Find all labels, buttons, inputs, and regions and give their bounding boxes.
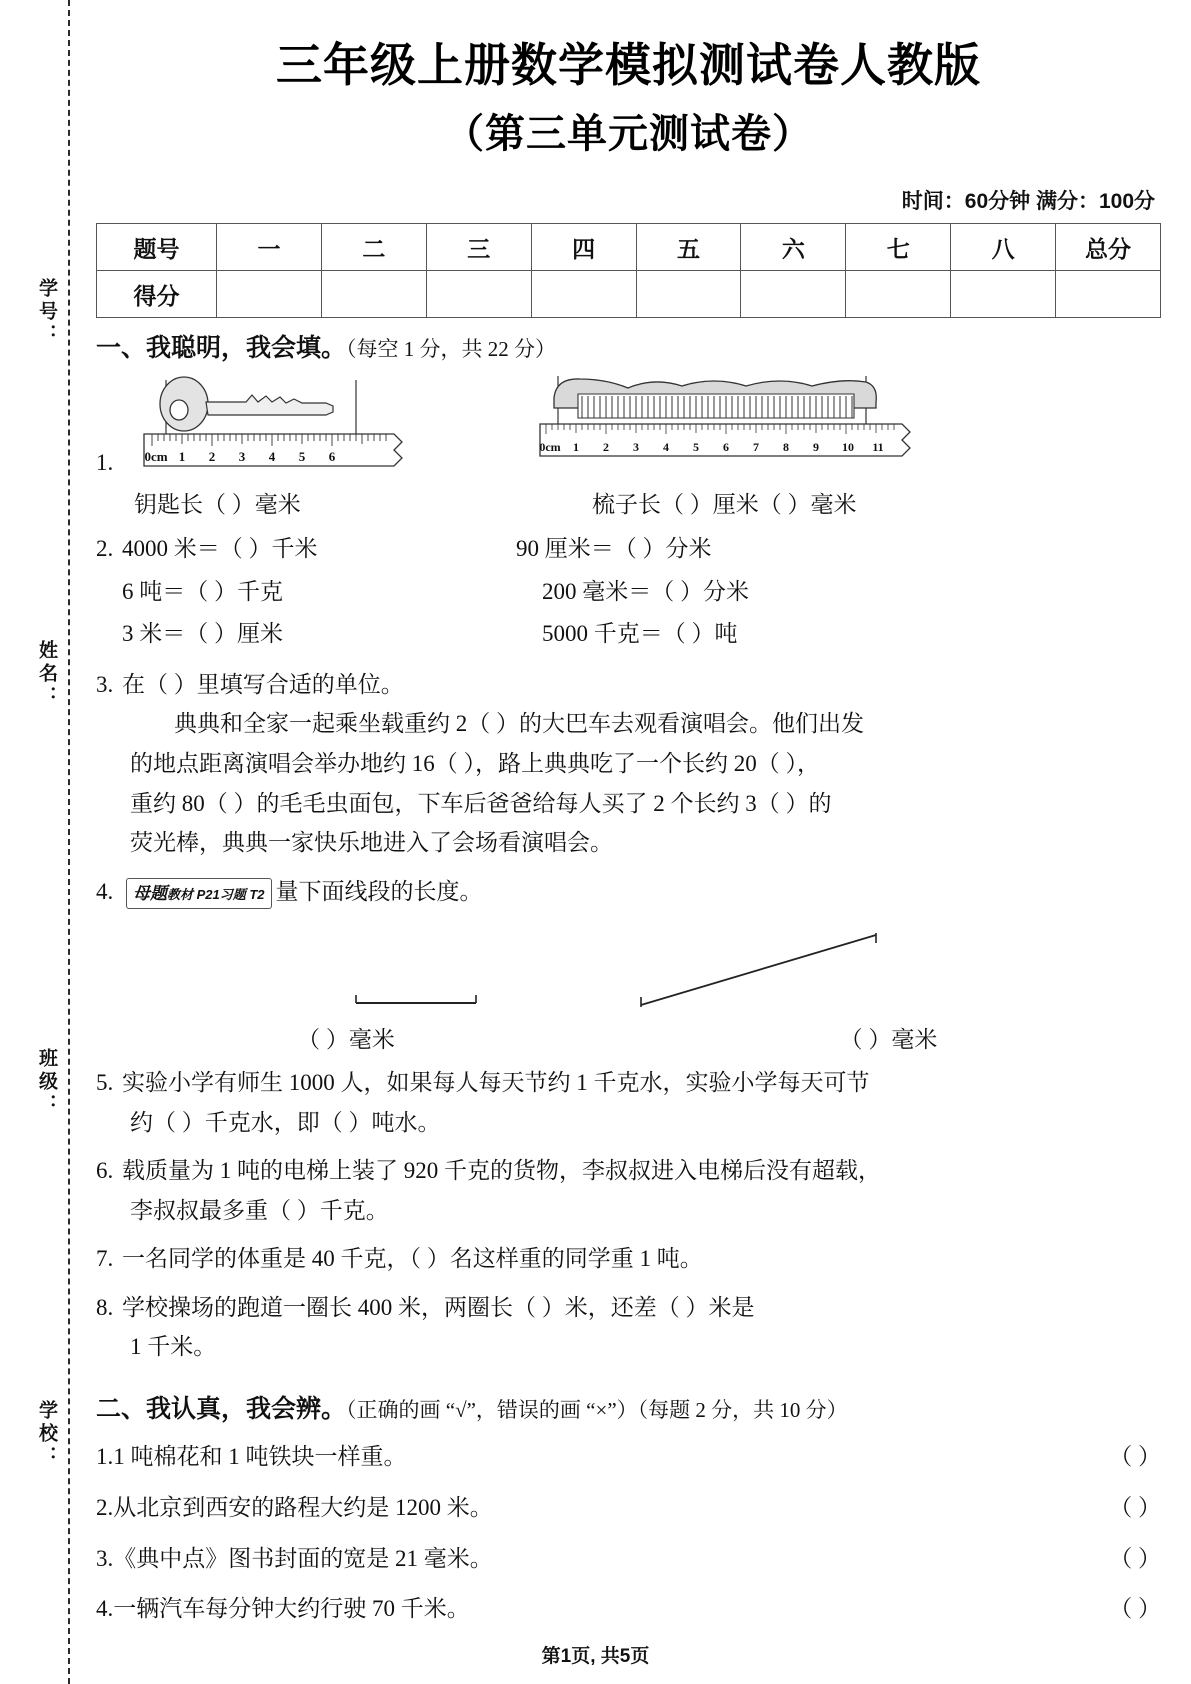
score-col-3: 三 xyxy=(426,224,531,271)
svg-text:2: 2 xyxy=(603,440,609,455)
score-row-label-2: 得分 xyxy=(97,271,217,318)
question-3-line-3: 重约 80（ ）的毛毛虫面包，下车后爸爸给每人买了 2 个长约 3（ ）的 xyxy=(130,790,832,816)
question-3-line-1: 典典和全家一起乘坐载重约 2（ ）的大巴车去观看演唱会。他们出发 xyxy=(174,711,864,737)
question-1-caption-right: 梳子长（ ）厘米（ ）毫米 xyxy=(592,492,857,518)
sidebar-label-student-id: 学号： xyxy=(36,278,57,347)
score-col-5: 五 xyxy=(636,224,741,271)
svg-text:6: 6 xyxy=(723,440,729,455)
truefalse-2-text: 从北京到西安的路程大约是 1200 米。 xyxy=(113,1494,493,1520)
question-1-number: 1. xyxy=(96,450,114,476)
sidebar-label-school: 学校： xyxy=(36,1400,57,1469)
question-4-caption-right: （ ）毫米 xyxy=(839,1027,938,1053)
question-2-row1-left: 4000 米＝（ ）千米 xyxy=(122,536,318,562)
exam-meta: 时间：60分钟 满分：100分 xyxy=(901,190,1155,214)
question-5-line-2: 约（ ）千克水，即（ ）吨水。 xyxy=(130,1109,441,1135)
truefalse-1-answer-box[interactable]: （ ） xyxy=(1109,1444,1161,1470)
question-4 xyxy=(96,872,1161,912)
table-row-header xyxy=(97,224,1161,271)
score-col-4: 四 xyxy=(531,224,636,271)
score-cell-3[interactable] xyxy=(426,271,531,318)
question-3-line-4: 荧光棒，典典一家快乐地进入了会场看演唱会。 xyxy=(130,830,613,856)
question-3 xyxy=(96,665,1161,863)
question-6-line-1: 载质量为 1 吨的电梯上装了 920 千克的货物，李叔叔进入电梯后没有超载， xyxy=(122,1158,881,1184)
svg-text:4: 4 xyxy=(663,440,669,455)
svg-text:3: 3 xyxy=(238,449,246,465)
question-5 xyxy=(96,1063,1161,1142)
question-1-figures xyxy=(96,372,1161,482)
truefalse-3-answer-box[interactable]: （ ） xyxy=(1109,1545,1161,1571)
truefalse-1-number: 1. xyxy=(96,1444,114,1470)
question-6-line-2: 李叔叔最多重（ ）千克。 xyxy=(130,1197,389,1223)
score-cell-6[interactable] xyxy=(741,271,846,318)
score-col-8: 八 xyxy=(951,224,1056,271)
question-5-number: 5. xyxy=(96,1070,114,1096)
line-segments-figure-icon xyxy=(96,915,1056,1025)
question-6-number: 6. xyxy=(96,1158,114,1184)
svg-text:7: 7 xyxy=(753,440,759,455)
question-7-line-1: 一名同学的体重是 40 千克，（ ）名这样重的同学重 1 吨。 xyxy=(122,1246,703,1272)
page-footer: 第1页, 共5页 xyxy=(541,1646,650,1667)
score-cell-5[interactable] xyxy=(636,271,741,318)
score-cell-2[interactable] xyxy=(321,271,426,318)
question-2-row1-right: 90 厘米＝（ ）分米 xyxy=(516,536,712,562)
svg-text:2: 2 xyxy=(208,449,216,465)
question-2-row3-right: 5000 千克＝（ ）吨 xyxy=(542,621,738,647)
truefalse-item-4 xyxy=(96,1591,1161,1628)
section-1-heading xyxy=(96,328,1161,364)
badge-sub-label: 教材 P21习题 T2 xyxy=(167,886,265,902)
truefalse-4-answer-box[interactable]: （ ） xyxy=(1109,1596,1161,1622)
svg-text:1: 1 xyxy=(178,449,186,465)
question-2-row2-right: 200 毫米＝（ ）分米 xyxy=(542,578,749,604)
svg-text:3: 3 xyxy=(633,440,639,455)
question-7 xyxy=(96,1239,1161,1279)
score-cell-4[interactable] xyxy=(531,271,636,318)
score-cell-1[interactable] xyxy=(217,271,322,318)
question-2-number: 2. xyxy=(96,536,114,562)
svg-text:4: 4 xyxy=(268,449,276,465)
truefalse-1-text: 1 吨棉花和 1 吨铁块一样重。 xyxy=(113,1444,407,1470)
question-3-number: 3. xyxy=(96,671,114,697)
question-1-caption-left: 钥匙长（ ）毫米 xyxy=(134,492,301,518)
svg-text:9: 9 xyxy=(813,440,819,455)
question-3-stem: 在（ ）里填写合适的单位。 xyxy=(122,671,404,697)
svg-text:0cm: 0cm xyxy=(539,440,561,455)
truefalse-4-number: 4. xyxy=(96,1596,114,1622)
truefalse-item-2 xyxy=(96,1490,1161,1527)
question-2-row3-left: 3 米＝（ ）厘米 xyxy=(122,621,283,647)
score-row-label-1: 题号 xyxy=(97,224,217,271)
section-1-title: 一、我聪明，我会填。 xyxy=(96,334,347,363)
textbook-source-badge xyxy=(126,878,272,909)
score-col-1: 一 xyxy=(217,224,322,271)
score-col-total: 总分 xyxy=(1056,224,1161,271)
question-4-stem: 量下面线段的长度。 xyxy=(275,878,483,904)
section-2-heading xyxy=(96,1389,1161,1425)
question-3-line-2: 的地点距离演唱会举办地约 16（ ），路上典典吃了一个长约 20（ ）， xyxy=(130,751,820,776)
question-8-number: 8. xyxy=(96,1294,114,1320)
question-4-number: 4. xyxy=(96,878,114,904)
section-1-points: （每空 1 分，共 22 分） xyxy=(346,337,557,362)
truefalse-2-number: 2. xyxy=(96,1494,114,1520)
section-2-points: （正确的画 “√”，错误的画 “×”）（每题 2 分，共 10 分） xyxy=(346,1398,848,1423)
section-2-title: 二、我认真，我会辨。 xyxy=(96,1395,347,1424)
truefalse-item-1 xyxy=(96,1439,1161,1476)
svg-text:0cm: 0cm xyxy=(144,449,168,465)
sidebar-label-class: 班级： xyxy=(36,1048,57,1117)
question-5-line-1: 实验小学有师生 1000 人，如果每人每天节约 1 千克水，实验小学每天可节 xyxy=(122,1070,870,1096)
badge-main-label: 母题 xyxy=(133,883,167,903)
svg-text:1: 1 xyxy=(573,440,579,455)
score-col-7: 七 xyxy=(846,224,951,271)
score-col-6: 六 xyxy=(741,224,846,271)
truefalse-2-answer-box[interactable]: （ ） xyxy=(1109,1494,1161,1520)
table-row-score xyxy=(97,271,1161,318)
comb-ruler-figure xyxy=(536,372,936,482)
score-cell-8[interactable] xyxy=(951,271,1056,318)
question-4-caption-left: （ ）毫米 xyxy=(297,1027,395,1053)
score-cell-total[interactable] xyxy=(1056,271,1161,318)
svg-text:8: 8 xyxy=(783,440,789,455)
key-on-ruler-icon xyxy=(126,372,426,482)
truefalse-item-3 xyxy=(96,1541,1161,1578)
question-2-row2-left: 6 吨＝（ ）千克 xyxy=(122,578,283,604)
question-8 xyxy=(96,1288,1161,1367)
score-cell-7[interactable] xyxy=(846,271,951,318)
svg-text:5: 5 xyxy=(693,440,699,455)
score-table xyxy=(96,223,1161,318)
question-4-captions xyxy=(96,1021,1161,1054)
page-title: 三年级上册数学模拟测试卷人教版 xyxy=(276,39,981,91)
page-subtitle: （第三单元测试卷） xyxy=(444,112,813,157)
question-4-segments xyxy=(96,915,1161,1025)
truefalse-4-text: 一辆汽车每分钟大约行驶 70 千米。 xyxy=(113,1596,470,1622)
question-7-number: 7. xyxy=(96,1246,114,1272)
comb-on-ruler-icon xyxy=(536,372,936,482)
question-8-line-1: 学校操场的跑道一圈长 400 米，两圈长（ ）米，还差（ ）米是 xyxy=(122,1294,755,1320)
svg-text:5: 5 xyxy=(298,449,306,465)
sidebar-label-name: 姓名： xyxy=(36,640,57,709)
truefalse-3-number: 3. xyxy=(96,1545,114,1571)
svg-text:6: 6 xyxy=(328,449,336,465)
question-1-captions xyxy=(96,486,1161,519)
question-2 xyxy=(96,528,1161,656)
key-ruler-figure xyxy=(126,372,426,482)
page-content xyxy=(96,0,1161,1628)
score-col-2: 二 xyxy=(321,224,426,271)
binding-dashed-line xyxy=(68,0,70,1684)
question-6 xyxy=(96,1151,1161,1230)
svg-text:11: 11 xyxy=(872,440,884,455)
svg-text:10: 10 xyxy=(842,440,854,455)
truefalse-3-text: 《典中点》图书封面的宽是 21 毫米。 xyxy=(113,1545,493,1571)
question-8-line-2: 1 千米。 xyxy=(130,1334,217,1360)
